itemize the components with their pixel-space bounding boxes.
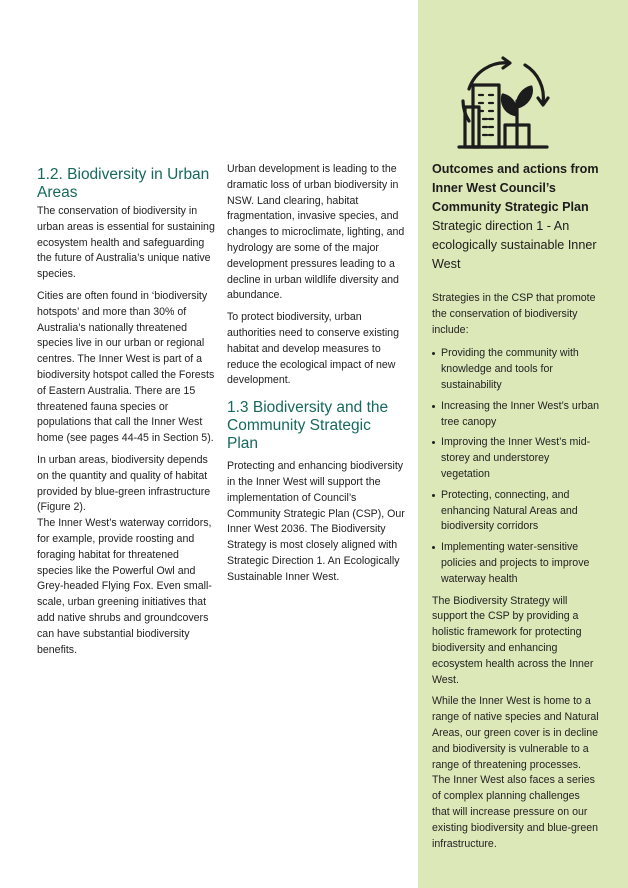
left-column: [37, 166, 215, 664]
list-item: Providing the community with knowledge and tools for sustainability: [432, 346, 600, 393]
sidebar-heading-bold: Outcomes and actions from Inner West Council’s Community Strategic Plan: [432, 162, 599, 214]
list-item: Increasing the Inner West’s urban tree canopy: [432, 399, 600, 431]
section-heading-biodiversity-urban-areas: 1.2. Biodiversity in Urban Areas: [37, 166, 210, 201]
sidebar-intro: Strategies in the CSP that promote the conservation of biodiversity include:: [432, 292, 596, 336]
body-paragraph: While the Inner West is home to a range of native species and Natural Areas, our green cover is in decline and biodiversity is vulnerable to a range of threatening processes. The Inner West also faces a series of complex planning challenges that will increase pressure on our existing biodiversity and blue-green infrastructure.: [432, 695, 599, 850]
body-paragraph: Cities are often found in ‘biodiversity hotspots’ and more than 30% of Australia’s nationally threatened species live in our urban or regional centres. The Inner West is part of a biodiversity hotspot called the Forests of Eastern Australia. There are 15 threatened fauna species or populations that call the Inner West home (see pages 44-45 in Section 5).: [37, 289, 215, 445]
section-heading-community-strategic-plan: 1.3 Biodiversity and the Community Strategic Plan: [227, 399, 389, 453]
body-paragraph: The Biodiversity Strategy will support the CSP by providing a holistic framework for protecting biodiversity and enhancing ecosystem health across the Inner West.: [432, 594, 594, 686]
body-paragraph: Protecting and enhancing biodiversity in the Inner West will support the implementation of Council’s Community Strategic Plan (CSP), Our Inner West 2036. The Biodiversity Strategy is most closely aligned with Strategic Direction 1. An Ecologically Sustainable Inner West.: [227, 460, 405, 583]
strategy-list: [432, 346, 600, 587]
sidebar-content: [432, 160, 600, 858]
body-paragraph: Urban development is leading to the dramatic loss of urban biodiversity in NSW. Land clearing, habitat fragmentation, invasive species, and changes to microclimate, lighting, and hydrology are some of the major development pressures leading to a decline in urban wildlife diversity and abundance.: [227, 163, 405, 302]
body-paragraph: The conservation of biodiversity in urban areas is essential for sustaining ecosystem health and safeguarding the future of Australia’s unique native species.: [37, 205, 215, 281]
sidebar-heading: [432, 160, 600, 274]
middle-column: [227, 162, 405, 592]
body-paragraph: The Inner West’s waterway corridors, for example, provide roosting and foraging habitat for threatened species like the Powerful Owl and Grey-headed Flying Fox. Even small-scale, urban greening initiatives that add native shrubs and groundcovers can have substantial biodiversity benefits.: [37, 517, 212, 656]
body-paragraph: To protect biodiversity, urban authorities need to conserve existing habitat and develop measures to reduce the ecological impact of new development.: [227, 311, 399, 387]
list-item: Protecting, connecting, and enhancing Natural Areas and biodiversity corridors: [432, 488, 600, 535]
green-city-cycle-icon: [455, 55, 551, 151]
list-item: Improving the Inner West’s mid-storey and understorey vegetation: [432, 435, 600, 482]
body-paragraph: In urban areas, biodiversity depends on the quantity and quality of habitat provided by blue-green infrastructure (Figure 2).: [37, 453, 211, 514]
sidebar-heading-regular: Strategic direction 1 - An ecologically sustainable Inner West: [432, 219, 597, 271]
list-item: Implementing water-sensitive policies and projects to improve waterway health: [432, 540, 600, 587]
